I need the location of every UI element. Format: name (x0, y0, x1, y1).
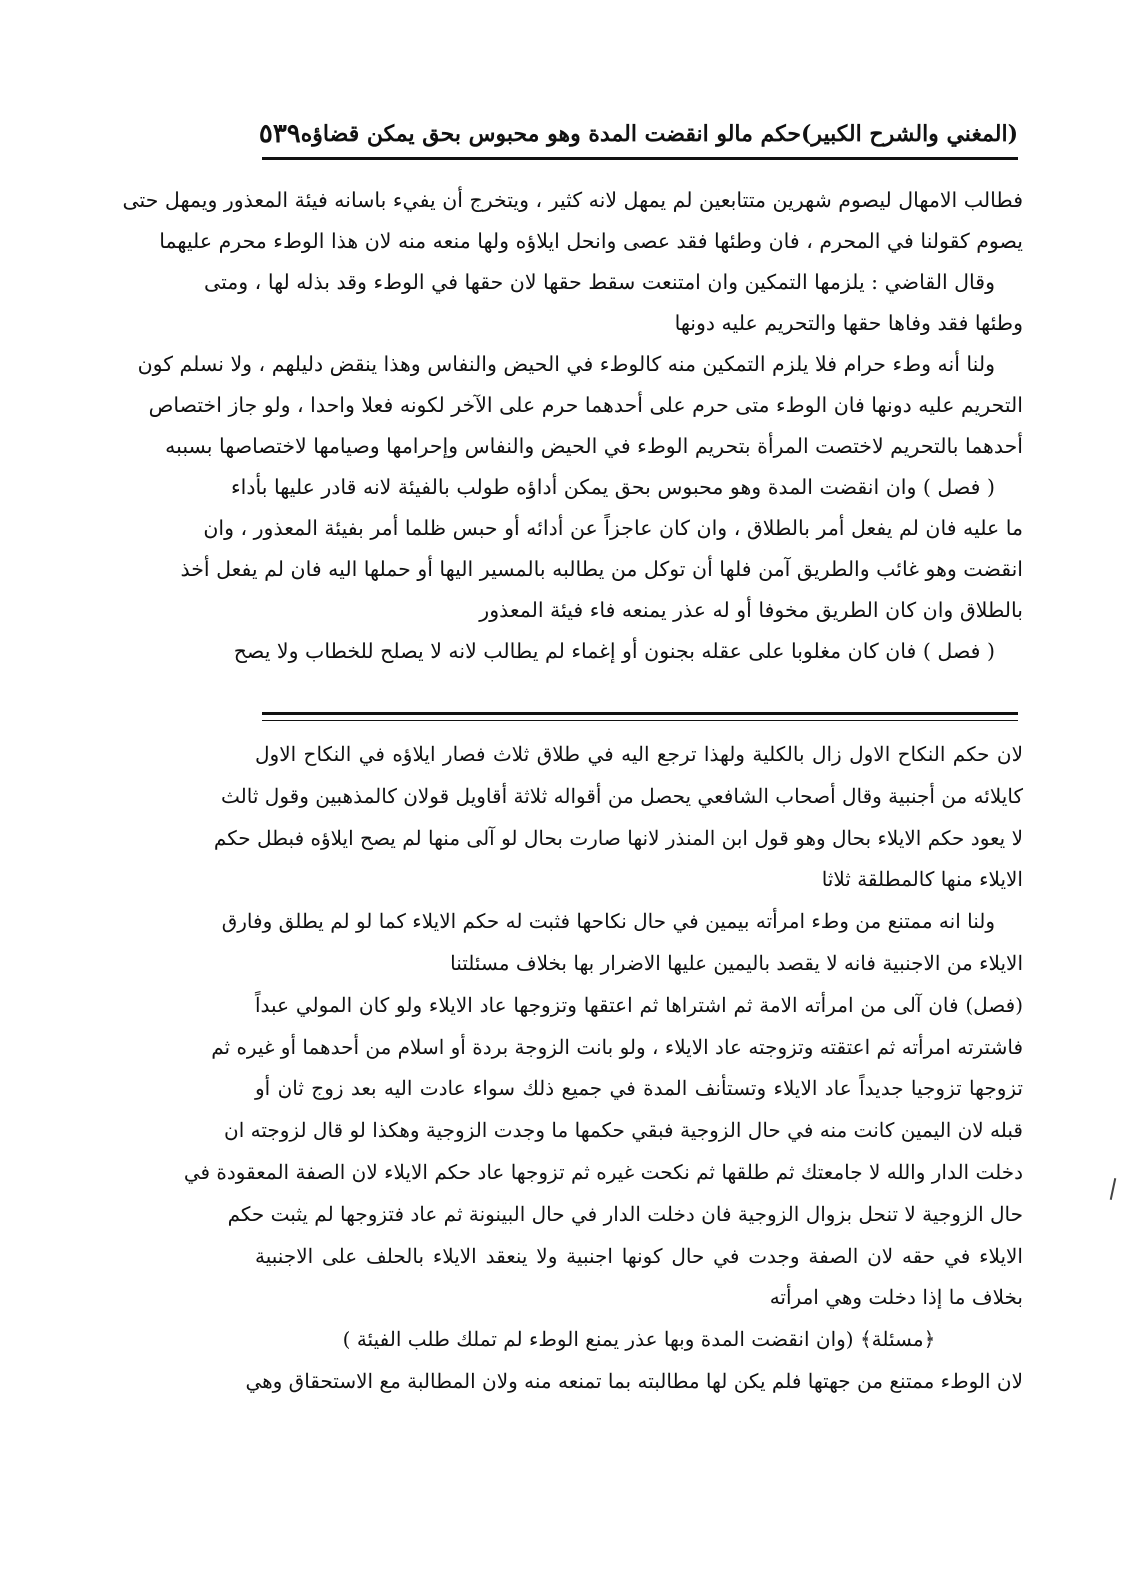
main-text (122, 180, 1023, 672)
text-line: انقضت وهو غائب والطريق آمن فلها أن توكل من يطالبه بالمسير اليها أو حملها اليه فان لم يفعل أخذ (180, 557, 1023, 581)
text-line: تزوجها تزوجيا جديداً عاد الايلاء وتستأنف المدة في جميع ذلك سواء عادت اليه بعد زوج ثان أو (255, 1076, 1023, 1101)
text-line: ولنا انه ممتنع من وطء امرأته بيمين في حال نكاحها فثبت له حكم الايلاء كما لو لم يطلق وفارق (221, 909, 995, 934)
text-line: قبله لان اليمين كانت منه في حال الزوجية فبقي حكمها ما وجدت الزوجية وهكذا لو قال لزوجته ان (224, 1118, 1023, 1143)
section-divider (262, 712, 1018, 715)
text-line: لان الوطء ممتنع من جهتها فلم يكن لها مطالبته بما تمنعه منه ولان المطالبة مع الاستحقاق وهي (245, 1368, 1023, 1393)
chapter-title: حكم مالو انقضت المدة وهو محبوس بحق يمكن قضاؤه (300, 121, 801, 147)
text-line: وطئها فقد وفاها حقها والتحريم عليه دونها (674, 311, 1023, 335)
running-header (258, 112, 1018, 156)
text-line: فطالب الامهال ليصوم شهرين متتابعين لم يمهل لانه كثير ، ويتخرج أن يفيء باسانه فيئة المعذور ويمهل حتى (122, 188, 1023, 212)
header-rule (262, 157, 1018, 160)
text-line: لان حكم النكاح الاول زال بالكلية ولهذا ترجع اليه في طلاق ثلاث فصار ايلاؤه في النكاح الاول (255, 742, 1023, 766)
text-line: دخلت الدار والله لا جامعتك ثم طلقها ثم نكحت غيره ثم تزوجها عاد حكم الايلاء لان الصفة المعقودة في (183, 1159, 1023, 1184)
section-divider-thin (262, 720, 1018, 721)
text-line: ( فصل ) وان انقضت المدة وهو محبوس بحق يمكن أداؤه طولب بالفيئة لانه قادر عليها بأداء (231, 475, 995, 499)
commentary-text (183, 734, 1023, 1403)
text-line: يصوم كقولنا في المحرم ، فان وطئها فقد عصى وانحل ايلاؤه ولها منعه منه لان هذا الوطء محرم عليهما (159, 229, 1023, 253)
text-line: وقال القاضي : يلزمها التمكين وان امتنعت سقط حقها لان حقها في الوطء وقد بذله لها ، ومتى (204, 270, 995, 294)
text-line: التحريم عليه دونها فان الوطء متى حرم على أحدهما حرم على الآخر لكونه فعلا واحدا ، ولو جاز اختصاص (148, 393, 1023, 417)
text-line: الايلاء منها كالمطلقة ثلاثا (821, 867, 1023, 892)
text-line: حال الزوجية لا تنحل بزوال الزوجية فان دخلت الدار في حال البينونة ثم عاد فتزوجها لم يثبت حكم (227, 1201, 1023, 1226)
text-line: بخلاف ما إذا دخلت وهي امرأته (769, 1285, 1023, 1310)
margin-mark (1110, 1178, 1117, 1200)
text-line: الايلاء من الاجنبية فانه لا يقصد باليمين عليها الاضرار بها بخلاف مسئلتنا (450, 950, 1023, 975)
text-line: ما عليه فان لم يفعل أمر بالطلاق ، وان كان عاجزاً عن أدائه أو حبس ظلما أمر بفيئة المعذور ، وان (203, 516, 1023, 540)
text-line: (فصل) فان آلى من امرأته الامة ثم اشتراها ثم اعتقها وتزوجها عاد الايلاء ولو كان المولي عبداً (255, 992, 1023, 1017)
text-line: ولنا أنه وطء حرام فلا يلزم التمكين منه كالوطء في الحيض والنفاس وهذا ينقض دليلهم ، ولا نسلم كون (137, 352, 995, 376)
masala-heading: ﴿مسئلة﴾ (وان انقضت المدة وبها عذر يمنع الوطء لم تملك طلب الفيئة ) (342, 1327, 936, 1352)
text-line: كايلائه من أجنبية وقال أصحاب الشافعي يحصل من أقواله ثلاثة أقاويل قولان كالمذهبين وقول ثالث (221, 783, 1023, 808)
text-line: الايلاء في حقه لان الصفة وجدت في حال كونها اجنبية ولا ينعقد الايلاء بالحلف على الاجنبية (255, 1243, 1023, 1268)
text-line: أحدهما بالتحريم لاختصت المرأة بتحريم الوطء في الحيض والنفاس وإحرامها وصيامها لاختصاصها بسببه (165, 434, 1023, 458)
text-line: لا يعود حكم الايلاء بحال وهو قول ابن المنذر لانها صارت بحال لو آلى منها لم يصح ايلاؤه فبطل حكم (213, 825, 1023, 850)
text-line: ( فصل ) فان كان مغلوبا على عقله بجنون أو إغماء لم يطالب لانه لا يصلح للخطاب ولا يصح (233, 639, 995, 663)
text-line: بالطلاق وان كان الطريق مخوفا أو له عذر يمنعه فاء فيئة المعذور (479, 598, 1023, 622)
page-number: ٥٣٩ (258, 119, 301, 149)
text-line: فاشترته امرأته ثم اعتقته وتزوجته عاد الايلاء ، ولو بانت الزوجة بردة أو اسلام من أحدهما أو غيره ثم (211, 1034, 1023, 1059)
book-title: (المغني والشرح الكبير) (800, 121, 1018, 147)
